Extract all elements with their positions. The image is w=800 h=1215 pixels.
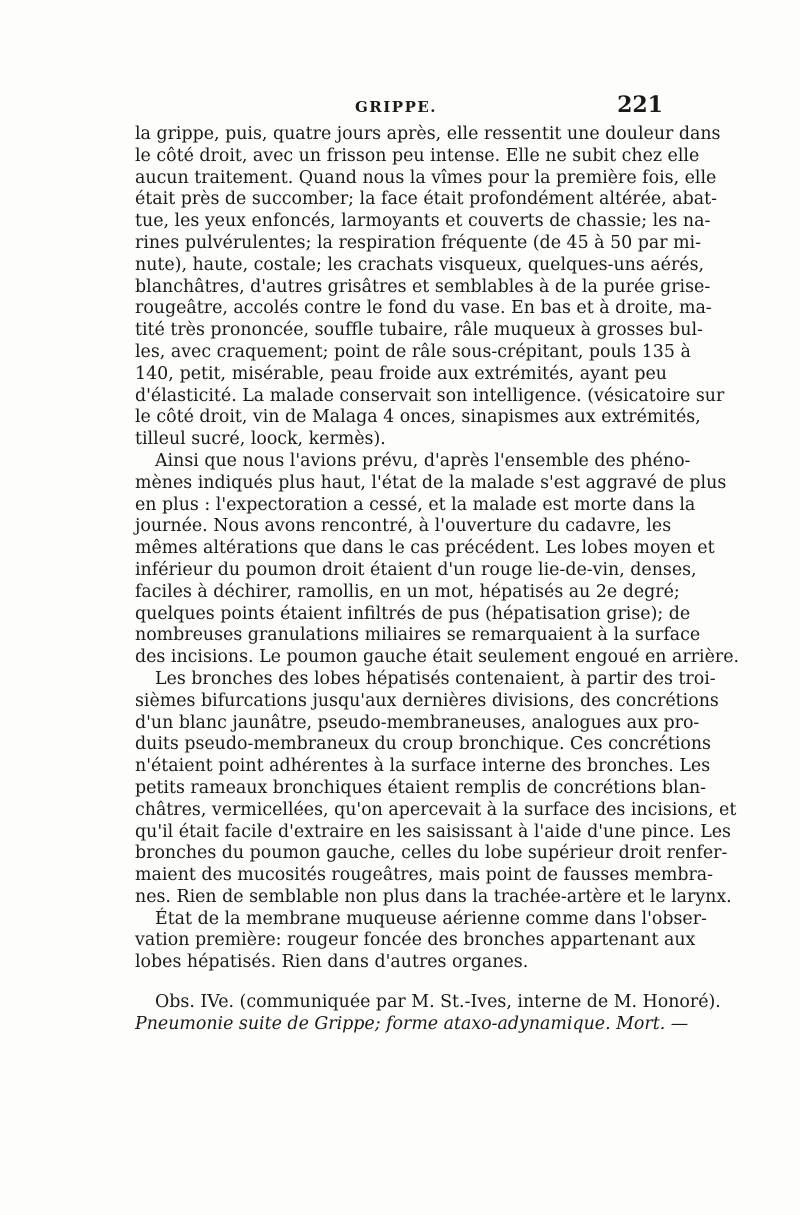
text-line: duits pseudo-membraneux du croup bronchique. Ces concrétions: [135, 734, 711, 755]
text-line: des incisions. Le poumon gauche était seulement engoué en arrière.: [135, 647, 740, 668]
paragraph-2: [135, 450, 740, 669]
text-line: châtres, vermicellées, qu'on apercevait à la surface des incisions, et: [135, 799, 737, 820]
text-line: d'élasticité. La malade conservait son intelligence. (vésicatoire sur: [135, 385, 725, 406]
text-line: mènes indiqués plus haut, l'état de la malade s'est aggravé de plus: [135, 472, 727, 493]
text-line: journée. Nous avons rencontré, à l'ouverture du cadavre, les: [135, 516, 672, 537]
text-line: mêmes altérations que dans le cas précédent. Les lobes moyen et: [135, 538, 715, 559]
text-line: blanchâtres, d'autres grisâtres et semblables à de la purée grise-: [135, 276, 711, 297]
text-line: le côté droit, avec un frisson peu intense. Elle ne subit chez elle: [135, 145, 700, 166]
paragraph-1: [135, 124, 725, 451]
text-line: tité très prononcée, souffle tubaire, râle muqueux à grosses bul-: [135, 320, 703, 341]
text-line: quelques points étaient infiltrés de pus (hépatisation grise); de: [135, 603, 691, 624]
text-line: inférieur du poumon droit étaient d'un rouge lie-de-vin, denses,: [135, 559, 697, 580]
text-line: nombreuses granulations miliaires se remarquaient à la surface: [135, 625, 701, 646]
text-line: tilleul sucré, loock, kermès).: [135, 429, 386, 450]
text-line: Les bronches des lobes hépatisés contenaient, à partir des troi-: [155, 668, 716, 689]
observation-heading: [135, 992, 721, 1036]
text-line: tue, les yeux enfoncés, larmoyants et couverts de chassie; les na-: [135, 211, 711, 232]
text-line: rougeâtre, accolés contre le fond du vase. En bas et à droite, ma-: [135, 298, 712, 319]
text-line: la grippe, puis, quatre jours après, elle ressentit une douleur dans: [135, 124, 721, 144]
text-line: qu'il était facile d'extraire en les saisissant à l'aide d'une pince. Les: [135, 821, 731, 842]
text-line: en plus : l'expectoration a cessé, et la malade est morte dans la: [135, 494, 696, 515]
paragraph-4: [135, 908, 707, 974]
text-line: maient des mucosités rougeâtres, mais point de fausses membra-: [135, 865, 714, 886]
text-line: nute), haute, costale; les crachats visqueux, quelques-uns aérés,: [135, 254, 705, 275]
paragraph-3: [135, 668, 737, 909]
running-title: GRIPPE.: [355, 98, 438, 116]
text-line: n'étaient point adhérentes à la surface interne des bronches. Les: [135, 756, 711, 777]
text-line: vation première: rougeur foncée des bronches appartenant aux: [135, 930, 696, 951]
text-line: sièmes bifurcations jusqu'aux dernières divisions, des concrétions: [135, 690, 719, 711]
page-header: [135, 92, 667, 122]
text-line: rines pulvérulentes; la respiration fréquente (de 45 à 50 par mi-: [135, 232, 701, 253]
page-number: 221: [617, 92, 663, 118]
text-line: était près de succomber; la face était profondément altérée, abat-: [135, 189, 717, 210]
text-line: le côté droit, vin de Malaga 4 onces, sinapismes aux extrémités,: [135, 407, 701, 428]
text-line: petits rameaux bronchiques étaient remplis de concrétions blan-: [135, 777, 707, 798]
observation-subtitle: Pneumonie suite de Grippe; forme ataxo-adynamique. Mort. —: [135, 1013, 689, 1034]
text-line: lobes hépatisés. Rien dans d'autres organes.: [135, 952, 529, 973]
text-line: État de la membrane muqueuse aérienne comme dans l'obser-: [155, 908, 707, 929]
text-line: 140, petit, misérable, peau froide aux extrémités, ayant peu: [135, 363, 667, 384]
text-line: bronches du poumon gauche, celles du lobe supérieur droit renfer-: [135, 843, 728, 864]
observation-title: Obs. IVe. (communiquée par M. St.-Ives, interne de M. Honoré).: [155, 992, 721, 1013]
section-gap: [135, 974, 667, 992]
text-line: d'un blanc jaunâtre, pseudo-membraneuses, analogues aux pro-: [135, 712, 700, 733]
body-text: [135, 124, 740, 1036]
text-line: aucun traitement. Quand nous la vîmes pour la première fois, elle: [135, 167, 717, 188]
text-line: faciles à déchirer, ramollis, en un mot, hépatisés au 2e degré;: [135, 581, 680, 602]
text-line: les, avec craquement; point de râle sous-crépitant, pouls 135 à: [135, 341, 691, 362]
text-line: Ainsi que nous l'avions prévu, d'après l'ensemble des phéno-: [155, 450, 691, 471]
text-line: nes. Rien de semblable non plus dans la trachée-artère et le larynx.: [135, 886, 732, 907]
